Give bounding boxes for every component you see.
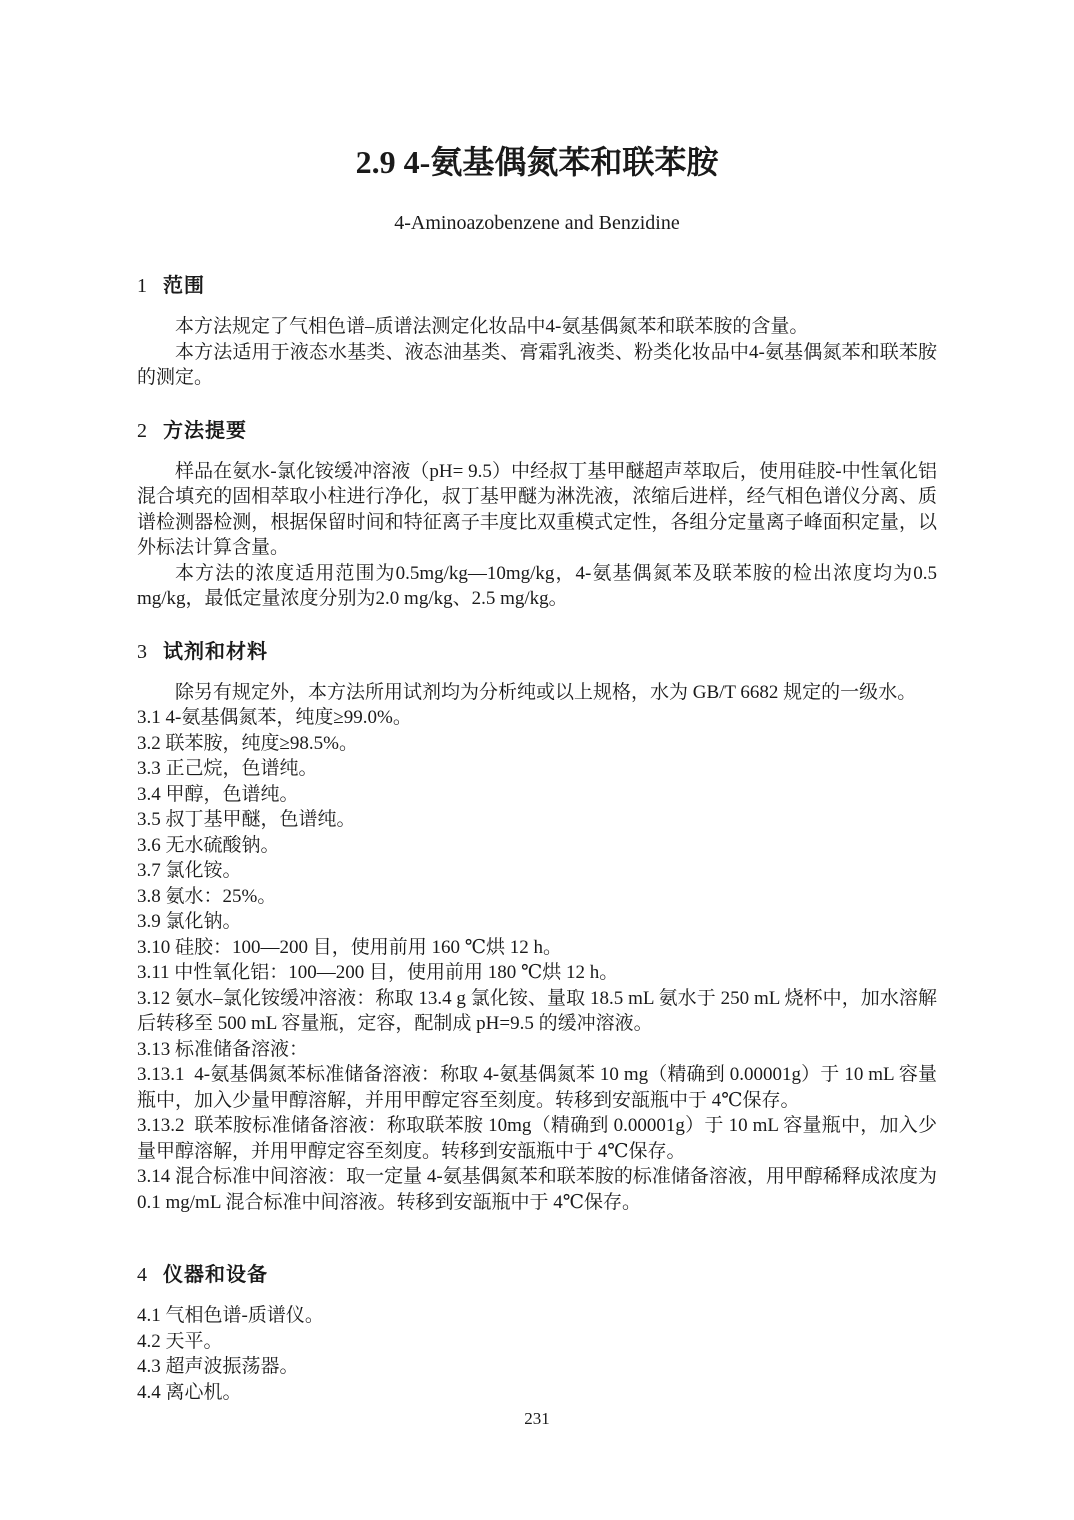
reagent-item: 3.13.2 联苯胺标准储备溶液：称取联苯胺 10mg（精确到 0.00001g）于 10 mL 容量瓶中，加入少量甲醇溶解，并用甲醇定容至刻度。转移到安瓿瓶中于 4℃保存。 <box>137 1115 937 1162</box>
reagent-item: 3.1 4-氨基偶氮苯，纯度≥99.0%。 <box>137 707 412 728</box>
section-number: 2 <box>137 419 147 442</box>
reagent-item: 3.3 正己烷，色谱纯。 <box>137 758 318 779</box>
reagent-item: 3.11 中性氧化铝：100—200 目，使用前用 180 ℃烘 12 h。 <box>137 962 619 983</box>
reagent-item: 3.6 无水硫酸钠。 <box>137 834 280 856</box>
reagent-item: 3.13.1 4-氨基偶氮苯标准储备溶液：称取 4-氨基偶氮苯 10 mg（精确到 0.00001g）于 10 mL 容量瓶中，加入少量甲醇溶解，并用甲醇定容至刻度。转移到安瓿瓶中于 4℃保存。 <box>137 1064 937 1111</box>
paragraph: 除另有规定外，本方法所用试剂均为分析纯或以上规格，水为 GB/T 6682 规定的一级水。 <box>175 681 917 703</box>
paragraph: 本方法规定了气相色谱–质谱法测定化妆品中4-氨基偶氮苯和联苯胺的含量。 <box>175 316 809 337</box>
section-body-apparatus <box>137 1303 937 1405</box>
document-content <box>137 0 942 1405</box>
section-label: 仪器和设备 <box>163 1264 268 1286</box>
apparatus-item: 4.3 超声波振荡器。 <box>137 1356 299 1377</box>
page-subtitle: 4-Aminoazobenzene and Benzidine <box>394 212 680 234</box>
paragraph: 样品在氨水-氯化铵缓冲溶液（pH= 9.5）中经叔丁基甲醚超声萃取后，使用硅胶-中性氧化铝混合填充的固相萃取小柱进行净化，叔丁基甲醚为淋洗液，浓缩后进样，经气相色谱仪分离、质谱检测器检测，根据保留时间和特征离子丰度比双重模式定性，各组分定量离子峰面积定量，以外标法计算含量。 <box>137 460 937 558</box>
apparatus-item: 4.2 天平。 <box>137 1330 223 1352</box>
reagent-item: 3.14 混合标准中间溶液：取一定量 4-氨基偶氮苯和联苯胺的标准储备溶液，用甲醇稀释成浓度为 0.1 mg/mL 混合标准中间溶液。转移到安瓿瓶中于 4℃保存。 <box>137 1166 942 1213</box>
section-number: 3 <box>137 640 147 663</box>
reagent-item: 3.12 氨水–氯化铵缓冲溶液：称取 13.4 g 氯化铵、量取 18.5 mL 氨水于 250 mL 烧杯中，加水溶解后转移至 500 mL 容量瓶，定容，配制成 pH=9.5 的缓冲溶液。 <box>137 987 937 1034</box>
reagent-item: 3.7 氯化铵。 <box>137 860 242 881</box>
section-body-scope <box>137 314 937 391</box>
section-label: 试剂和材料 <box>163 640 268 663</box>
section-heading-reagents <box>137 638 937 666</box>
reagent-item: 3.10 硅胶：100—200 目，使用前用 160 ℃烘 12 h。 <box>137 936 563 958</box>
section-heading-apparatus <box>137 1261 937 1289</box>
apparatus-item: 4.1 气相色谱-质谱仪。 <box>137 1305 324 1326</box>
section-number: 4 <box>137 1264 147 1286</box>
section-heading-method-summary <box>137 417 937 445</box>
section-label: 方法提要 <box>163 419 247 442</box>
reagent-item: 3.9 氯化钠。 <box>137 911 242 932</box>
paragraph: 本方法适用于液态水基类、液态油基类、膏霜乳液类、粉类化妆品中4-氨基偶氮苯和联苯胺的测定。 <box>137 341 937 388</box>
reagent-item: 3.2 联苯胺，纯度≥98.5%。 <box>137 732 359 754</box>
reagent-item: 3.4 甲醇，色谱纯。 <box>137 783 299 805</box>
apparatus-item: 4.4 离心机。 <box>137 1381 242 1403</box>
section-label: 范围 <box>163 275 205 297</box>
section-heading-scope <box>137 272 937 300</box>
section-body-reagents <box>137 680 942 1216</box>
page-title: 2.9 4-氨基偶氮苯和联苯胺 <box>355 144 719 180</box>
reagent-item: 3.5 叔丁基甲醚，色谱纯。 <box>137 809 356 830</box>
section-body-method-summary <box>137 459 942 612</box>
section-number: 1 <box>137 275 147 297</box>
reagent-item: 3.8 氨水：25%。 <box>137 885 277 907</box>
paragraph: 本方法的浓度适用范围为0.5mg/kg—10mg/kg，4-氨基偶氮苯及联苯胺的检出浓度均为0.5 mg/kg，最低定量浓度分别为2.0 mg/kg、2.5 mg/kg。 <box>137 562 942 609</box>
reagent-item: 3.13 标准储备溶液： <box>137 1038 309 1060</box>
page-number: 231 <box>524 1409 550 1428</box>
